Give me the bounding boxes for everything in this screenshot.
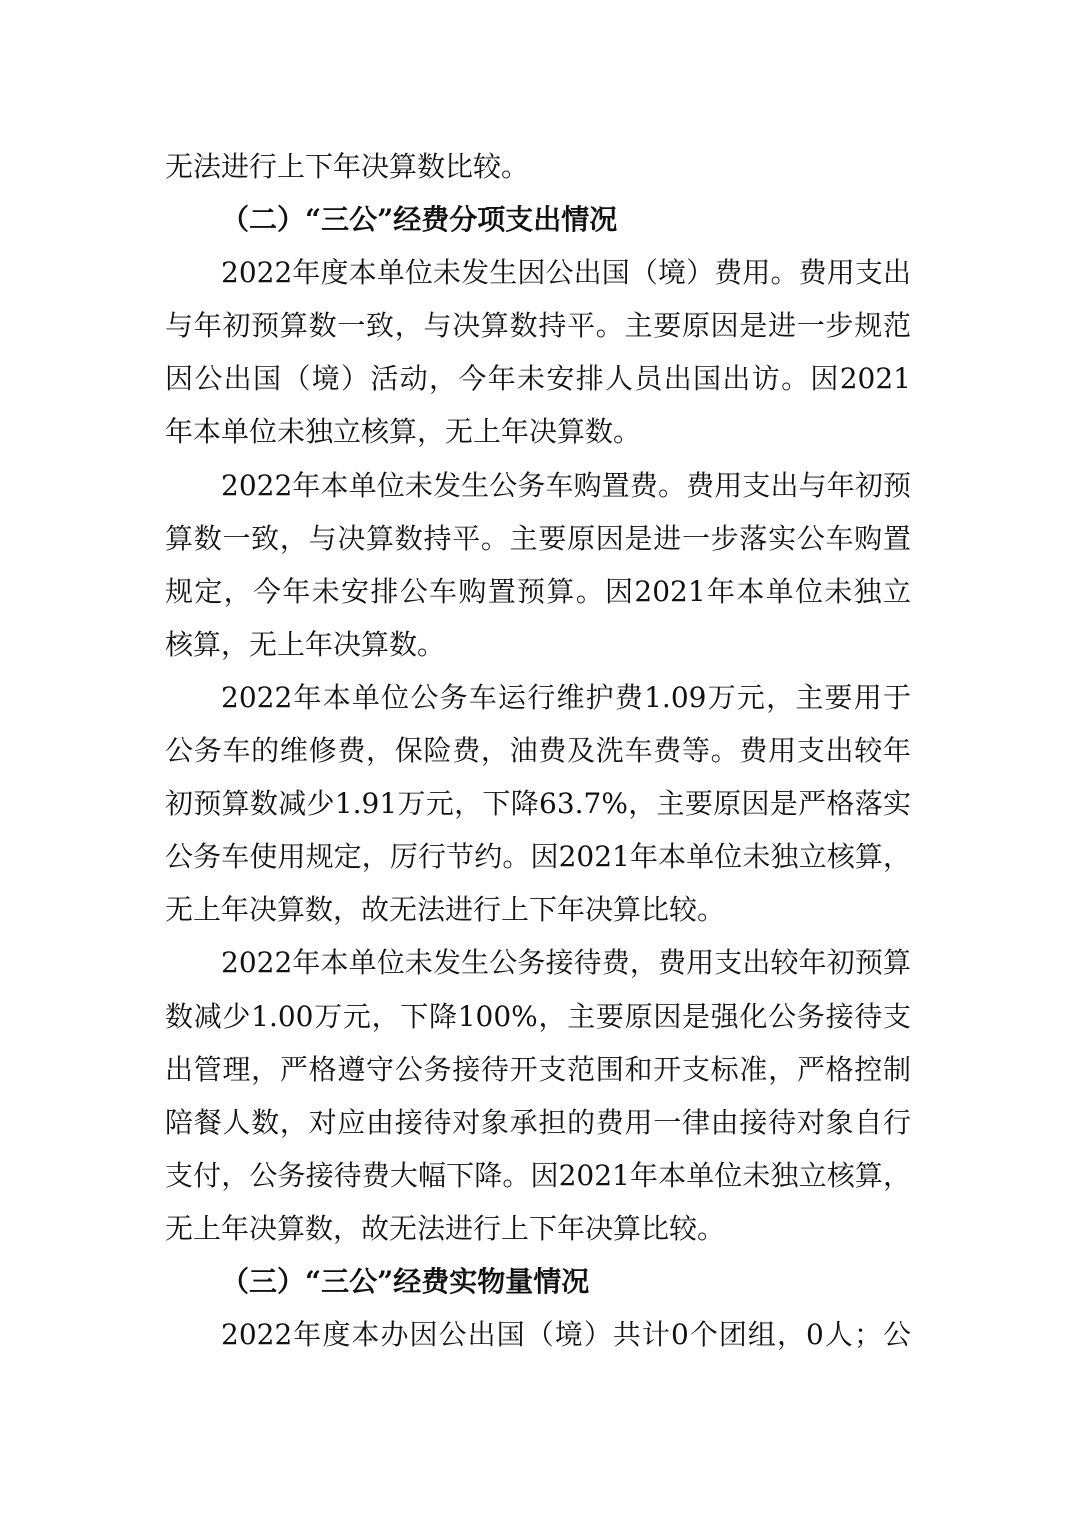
text-line: 公务车的维修费，保险费，油费及洗车费等。费用支出较年 bbox=[165, 734, 911, 768]
text-line: 2022年度本办因公出国（境）共计0个团组，0人；公 bbox=[221, 1318, 911, 1352]
text-line: 支付，公务接待费大幅下降。因2021年本单位未独立核算， bbox=[165, 1158, 911, 1192]
text-line: 规定，今年未安排公车购置预算。因2021年本单位未独立 bbox=[165, 574, 911, 608]
text-line: 初预算数减少1.91万元，下降63.7%，主要原因是严格落实 bbox=[165, 787, 911, 821]
text-line: 年本单位未独立核算，无上年决算数。 bbox=[165, 415, 642, 449]
text-line: 核算，无上年决算数。 bbox=[165, 627, 446, 661]
text-line: 无上年决算数，故无法进行上下年决算比较。 bbox=[165, 1211, 726, 1245]
text-line: 无法进行上下年决算数比较。 bbox=[165, 150, 530, 183]
text-line: 与年初预算数一致，与决算数持平。主要原因是进一步规范 bbox=[165, 309, 911, 343]
text-line: 陪餐人数，对应由接待对象承担的费用一律由接待对象自行 bbox=[165, 1105, 911, 1139]
text-line: 因公出国（境）活动，今年未安排人员出国出访。因2021 bbox=[165, 362, 911, 396]
section-heading: （二）“三公”经费分项支出情况 bbox=[221, 203, 618, 237]
text-line: 2022年本单位未发生公务车购置费。费用支出与年初预 bbox=[221, 468, 911, 502]
text-line: 2022年度本单位未发生因公出国（境）费用。费用支出 bbox=[221, 256, 911, 290]
text-line: 算数一致，与决算数持平。主要原因是进一步落实公车购置 bbox=[165, 521, 911, 555]
text-line: 数减少1.00万元，下降100%，主要原因是强化公务接待支 bbox=[165, 999, 911, 1033]
text-line: 2022年本单位未发生公务接待费，费用支出较年初预算 bbox=[221, 946, 911, 980]
text-line: 公务车使用规定，厉行节约。因2021年本单位未独立核算， bbox=[165, 840, 911, 874]
text-line: 2022年本单位公务车运行维护费1.09万元，主要用于 bbox=[221, 680, 911, 714]
text-line: 出管理，严格遵守公务接待开支范围和开支标准，严格控制 bbox=[165, 1052, 911, 1086]
text-line: 无上年决算数，故无法进行上下年决算比较。 bbox=[165, 893, 726, 927]
document-body bbox=[165, 140, 911, 1361]
section-heading: （三）“三公”经费实物量情况 bbox=[221, 1264, 590, 1298]
